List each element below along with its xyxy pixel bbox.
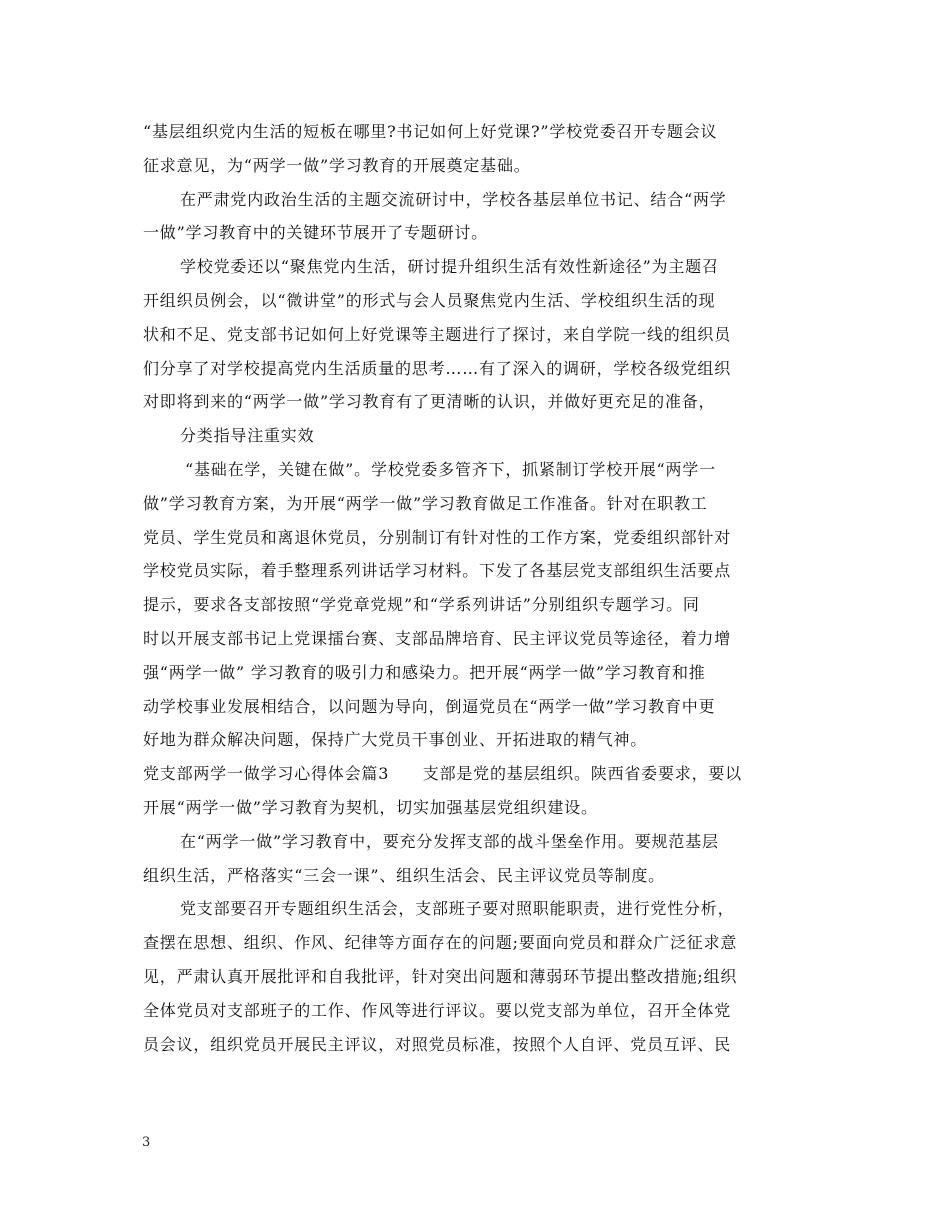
- text-line: 征求意见，为“两学一做”学习教育的开展奠定基础。: [143, 155, 531, 175]
- text-line: 在严肃党内政治生活的主题交流研讨中，学校各基层单位书记、结合“两学: [180, 189, 727, 209]
- text-line: “基础在学，关键在做”。学校党委多管齐下，抓紧制订学校开展“两学一: [185, 459, 716, 479]
- text-line: 学校党委还以“聚焦党内生活，研讨提升组织生活有效性新途径”为主题召: [180, 257, 719, 277]
- text-line: 强“两学一做” 学习教育的吸引力和感染力。把开展“两学一做”学习教育和推: [143, 662, 706, 682]
- text-line: “基层组织党内生活的短板在哪里?书记如何上好党课?”学校党委召开专题会议: [143, 122, 718, 141]
- text-line: 党支部要召开专题组织生活会，支部班子要对照职能职责，进行党性分析，: [180, 899, 735, 919]
- text-line: 状和不足、党支部书记如何上好党课等主题进行了探讨，来自学院一线的组织员: [143, 324, 732, 344]
- text-line: 动学校事业发展相结合，以问题为导向，倒逼党员在“两学一做”学习教育中更: [143, 696, 716, 716]
- text-line: 一做”学习教育中的关键环节展开了专题研讨。: [143, 223, 488, 243]
- article-title-line: 党支部两学一做学习心得体会篇3 支部是党的基层组织。陕西省委要求，要以: [143, 764, 742, 784]
- text-line: 时以开展支部书记上党课擂台赛、支部品牌培育、民主评议党员等途径，着力增: [143, 628, 732, 648]
- page-number: 3: [142, 1135, 151, 1150]
- text-line: 做”学习教育方案，为开展“两学一做”学习教育做足工作准备。针对在职教工: [143, 493, 708, 513]
- text-line: 全体党员对支部班子的工作、作风等进行评议。要以党支部为单位，召开全体党: [143, 1000, 732, 1020]
- text-line: 开展“两学一做”学习教育为契机，切实加强基层党组织建设。: [143, 797, 598, 817]
- text-line: 员会议，组织党员开展民主评议，对照党员标准，按照个人自评、党员互评、民: [143, 1034, 732, 1054]
- text-line: 党员、学生党员和离退休党员，分别制订有针对性的工作方案，党委组织部针对: [143, 527, 732, 547]
- text-line: 在“两学一做”学习教育中，要充分发挥支部的战斗堡垒作用。要规范基层: [180, 831, 719, 851]
- text-line: 见，严肃认真开展批评和自我批评，针对突出问题和薄弱环节提出整改措施;组织: [143, 966, 738, 986]
- section-heading: 分类指导注重实效: [180, 426, 315, 446]
- text-line: 组织生活，严格落实“三会一课”、组织生活会、民主评议党员等制度。: [143, 865, 665, 885]
- text-line: 们分享了对学校提高党内生活质量的思考……有了深入的调研，学校各级党组织: [143, 358, 732, 378]
- body-text: [143, 115, 813, 1061]
- text-line: 学校党员实际，着手整理系列讲话学习材料。下发了各基层党支部组织生活要点: [143, 561, 732, 581]
- text-line: 提示，要求各支部按照“学党章党规”和“学系列讲话”分别组织专题学习。同: [143, 595, 700, 615]
- text-line: 开组织员例会，以“微讲堂”的形式与会人员聚焦党内生活、学校组织生活的现: [143, 290, 716, 310]
- text-line: 查摆在思想、组织、作风、纪律等方面存在的问题;要面向党员和群众广泛征求意: [143, 933, 738, 953]
- text-line: 对即将到来的“两学一做”学习教育有了更清晰的认识，并做好更充足的准备，: [143, 392, 716, 412]
- text-line: 好地为群众解决问题，保持广大党员干事创业、开拓进取的精气神。: [143, 730, 648, 750]
